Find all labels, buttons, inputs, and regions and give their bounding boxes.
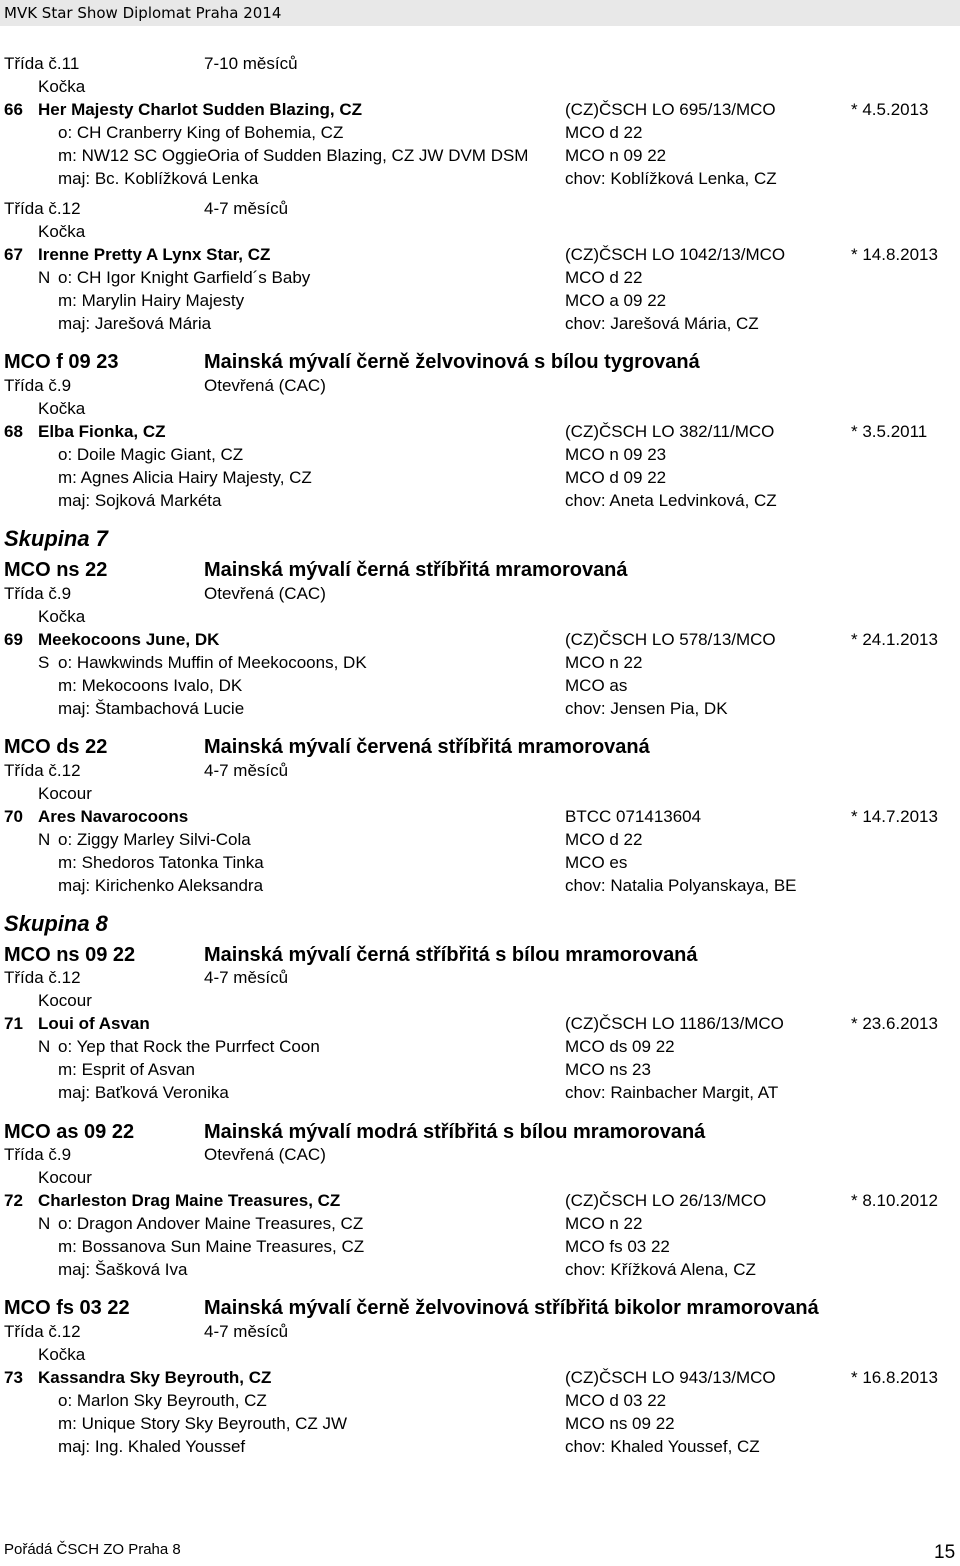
color-heading: Mainská mývalí modrá stříbřitá s bílou mramorovaná <box>204 1121 706 1143</box>
sire-ems-code: MCO d 22 <box>565 268 643 287</box>
ems-code-heading: MCO ns 09 22 <box>4 944 136 966</box>
breeder-name: chov: Křížková Alena, CZ <box>565 1260 756 1279</box>
breeder-name: chov: Rainbacher Margit, AT <box>565 1083 779 1102</box>
class-label: Třída č.11 <box>4 54 80 73</box>
entry-number: 68 <box>4 422 23 441</box>
dam-name: m: Mekocoons Ivalo, DK <box>58 676 243 695</box>
registration-number: (CZ)ČSCH LO 1186/13/MCO <box>565 1014 784 1033</box>
sire-name: o: Hawkwinds Muffin of Meekocoons, DK <box>58 653 367 672</box>
entry-mark: S <box>38 653 50 672</box>
sex-label: Kočka <box>38 222 86 241</box>
class-label: Třída č.9 <box>4 1145 72 1164</box>
document-title: MVK Star Show Diplomat Praha 2014 <box>4 4 282 22</box>
cat-name: Irenne Pretty A Lynx Star, CZ <box>38 245 271 264</box>
cat-name: Kassandra Sky Beyrouth, CZ <box>38 1368 272 1387</box>
birth-date: * 3.5.2011 <box>851 422 928 441</box>
entry-mark: N <box>38 1214 51 1233</box>
age-label: Otevřená (CAC) <box>204 376 326 395</box>
entry-number: 71 <box>4 1014 23 1033</box>
breeder-name: chov: Jarešová Mária, CZ <box>565 314 759 333</box>
sire-name: o: Ziggy Marley Silvi-Cola <box>58 830 251 849</box>
dam-ems-code: MCO d 09 22 <box>565 468 667 487</box>
class-label: Třída č.12 <box>4 199 81 218</box>
group-heading: Skupina 7 <box>4 526 108 551</box>
dam-name: m: Unique Story Sky Beyrouth, CZ JW <box>58 1414 348 1433</box>
footer-organizer: Pořádá ČSCH ZO Praha 8 <box>4 1541 181 1558</box>
breeder-name: chov: Koblížková Lenka, CZ <box>565 169 777 188</box>
owner-name: maj: Štambachová Lucie <box>58 699 245 718</box>
class-label: Třída č.9 <box>4 376 72 395</box>
breeder-name: chov: Aneta Ledvinková, CZ <box>565 491 777 510</box>
sire-name: o: Marlon Sky Beyrouth, CZ <box>58 1391 267 1410</box>
class-label: Třída č.12 <box>4 1322 81 1341</box>
age-label: 7-10 měsíců <box>204 54 298 73</box>
owner-name: maj: Šašková Iva <box>58 1260 188 1279</box>
dam-name: m: Marylin Hairy Majesty <box>58 291 245 310</box>
sire-name: o: CH Cranberry King of Bohemia, CZ <box>58 123 344 142</box>
color-heading: Mainská mývalí černá stříbřitá s bílou mramorovaná <box>204 944 698 966</box>
registration-number: (CZ)ČSCH LO 382/11/MCO <box>565 422 775 441</box>
registration-number: BTCC 071413604 <box>565 807 702 826</box>
cat-name: Loui of Asvan <box>38 1014 150 1033</box>
ems-code-heading: MCO ds 22 <box>4 736 108 758</box>
owner-name: maj: Jarešová Mária <box>58 314 212 333</box>
sire-name: o: Doile Magic Giant, CZ <box>58 445 244 464</box>
entry-number: 66 <box>4 100 23 119</box>
registration-number: (CZ)ČSCH LO 695/13/MCO <box>565 100 776 119</box>
dam-ems-code: MCO ns 09 22 <box>565 1414 675 1433</box>
breeder-name: chov: Khaled Youssef, CZ <box>565 1437 760 1456</box>
birth-date: * 14.8.2013 <box>851 245 938 264</box>
cat-name: Her Majesty Charlot Sudden Blazing, CZ <box>38 100 362 119</box>
entry-mark: N <box>38 1037 51 1056</box>
sire-ems-code: MCO n 09 23 <box>565 445 667 464</box>
dam-name: m: Shedoros Tatonka Tinka <box>58 853 264 872</box>
class-label: Třída č.9 <box>4 584 72 603</box>
page-number: 15 <box>934 1542 956 1563</box>
cat-name: Ares Navarocoons <box>38 807 189 826</box>
cat-name: Charleston Drag Maine Treasures, CZ <box>38 1191 341 1210</box>
color-heading: Mainská mývalí červená stříbřitá mramorovaná <box>204 736 650 758</box>
owner-name: maj: Ing. Khaled Youssef <box>58 1437 246 1456</box>
registration-number: (CZ)ČSCH LO 578/13/MCO <box>565 630 776 649</box>
birth-date: * 14.7.2013 <box>851 807 938 826</box>
dam-name: m: Esprit of Asvan <box>58 1060 195 1079</box>
sire-ems-code: MCO d 22 <box>565 123 643 142</box>
owner-name: maj: Baťková Veronika <box>58 1083 229 1102</box>
sex-label: Kočka <box>38 77 86 96</box>
sex-label: Kočka <box>38 399 86 418</box>
dam-name: m: Agnes Alicia Hairy Majesty, CZ <box>58 468 312 487</box>
dam-ems-code: MCO as <box>565 676 628 695</box>
sex-label: Kočka <box>38 607 86 626</box>
birth-date: * 16.8.2013 <box>851 1368 938 1387</box>
dam-ems-code: MCO fs 03 22 <box>565 1237 670 1256</box>
dam-ems-code: MCO ns 23 <box>565 1060 651 1079</box>
birth-date: * 24.1.2013 <box>851 630 938 649</box>
ems-code-heading: MCO f 09 23 <box>4 351 119 373</box>
sex-label: Kocour <box>38 784 92 803</box>
breeder-name: chov: Natalia Polyanskaya, BE <box>565 876 797 895</box>
entry-number: 70 <box>4 807 23 826</box>
age-label: Otevřená (CAC) <box>204 1145 326 1164</box>
birth-date: * 23.6.2013 <box>851 1014 938 1033</box>
dam-ems-code: MCO n 09 22 <box>565 146 667 165</box>
birth-date: * 8.10.2012 <box>851 1191 938 1210</box>
ems-code-heading: MCO ns 22 <box>4 559 108 581</box>
age-label: 4-7 měsíců <box>204 199 289 218</box>
cat-name: Elba Fionka, CZ <box>38 422 166 441</box>
cat-name: Meekocoons June, DK <box>38 630 220 649</box>
sire-ems-code: MCO n 22 <box>565 1214 643 1233</box>
class-label: Třída č.12 <box>4 761 81 780</box>
document-header-bar <box>0 0 960 26</box>
owner-name: maj: Sojková Markéta <box>58 491 222 510</box>
entry-mark: N <box>38 268 51 287</box>
entry-number: 72 <box>4 1191 23 1210</box>
sire-ems-code: MCO d 03 22 <box>565 1391 667 1410</box>
sex-label: Kocour <box>38 991 92 1010</box>
group-heading: Skupina 8 <box>4 911 108 936</box>
sire-name: o: Dragon Andover Maine Treasures, CZ <box>58 1214 364 1233</box>
birth-date: * 4.5.2013 <box>851 100 929 119</box>
registration-number: (CZ)ČSCH LO 26/13/MCO <box>565 1191 767 1210</box>
ems-code-heading: MCO as 09 22 <box>4 1121 135 1143</box>
sex-label: Kočka <box>38 1345 86 1364</box>
registration-number: (CZ)ČSCH LO 1042/13/MCO <box>565 245 786 264</box>
class-label: Třída č.12 <box>4 968 81 987</box>
sire-ems-code: MCO d 22 <box>565 830 643 849</box>
sire-name: o: CH Igor Knight Garfield´s Baby <box>58 268 311 287</box>
age-label: 4-7 měsíců <box>204 1322 289 1341</box>
dam-ems-code: MCO a 09 22 <box>565 291 667 310</box>
dam-ems-code: MCO es <box>565 853 628 872</box>
sire-ems-code: MCO n 22 <box>565 653 643 672</box>
color-heading: Mainská mývalí černá stříbřitá mramorovaná <box>204 559 628 581</box>
owner-name: maj: Bc. Koblížková Lenka <box>58 169 259 188</box>
ems-code-heading: MCO fs 03 22 <box>4 1297 130 1319</box>
registration-number: (CZ)ČSCH LO 943/13/MCO <box>565 1368 776 1387</box>
age-label: 4-7 měsíců <box>204 761 289 780</box>
sire-name: o: Yep that Rock the Purrfect Coon <box>58 1037 320 1056</box>
color-heading: Mainská mývalí černě želvovinová s bílou tygrovaná <box>204 351 700 373</box>
entry-number: 69 <box>4 630 23 649</box>
age-label: 4-7 měsíců <box>204 968 289 987</box>
sex-label: Kocour <box>38 1168 92 1187</box>
dam-name: m: Bossanova Sun Maine Treasures, CZ <box>58 1237 365 1256</box>
color-heading: Mainská mývalí černě želvovinová stříbřitá bikolor mramorovaná <box>204 1297 819 1319</box>
age-label: Otevřená (CAC) <box>204 584 326 603</box>
sire-ems-code: MCO ds 09 22 <box>565 1037 675 1056</box>
breeder-name: chov: Jensen Pia, DK <box>565 699 728 718</box>
entry-mark: N <box>38 830 51 849</box>
dam-name: m: NW12 SC OggieOria of Sudden Blazing, CZ JW DVM DSM <box>58 146 529 165</box>
entry-number: 73 <box>4 1368 23 1387</box>
owner-name: maj: Kirichenko Aleksandra <box>58 876 264 895</box>
entry-number: 67 <box>4 245 23 264</box>
